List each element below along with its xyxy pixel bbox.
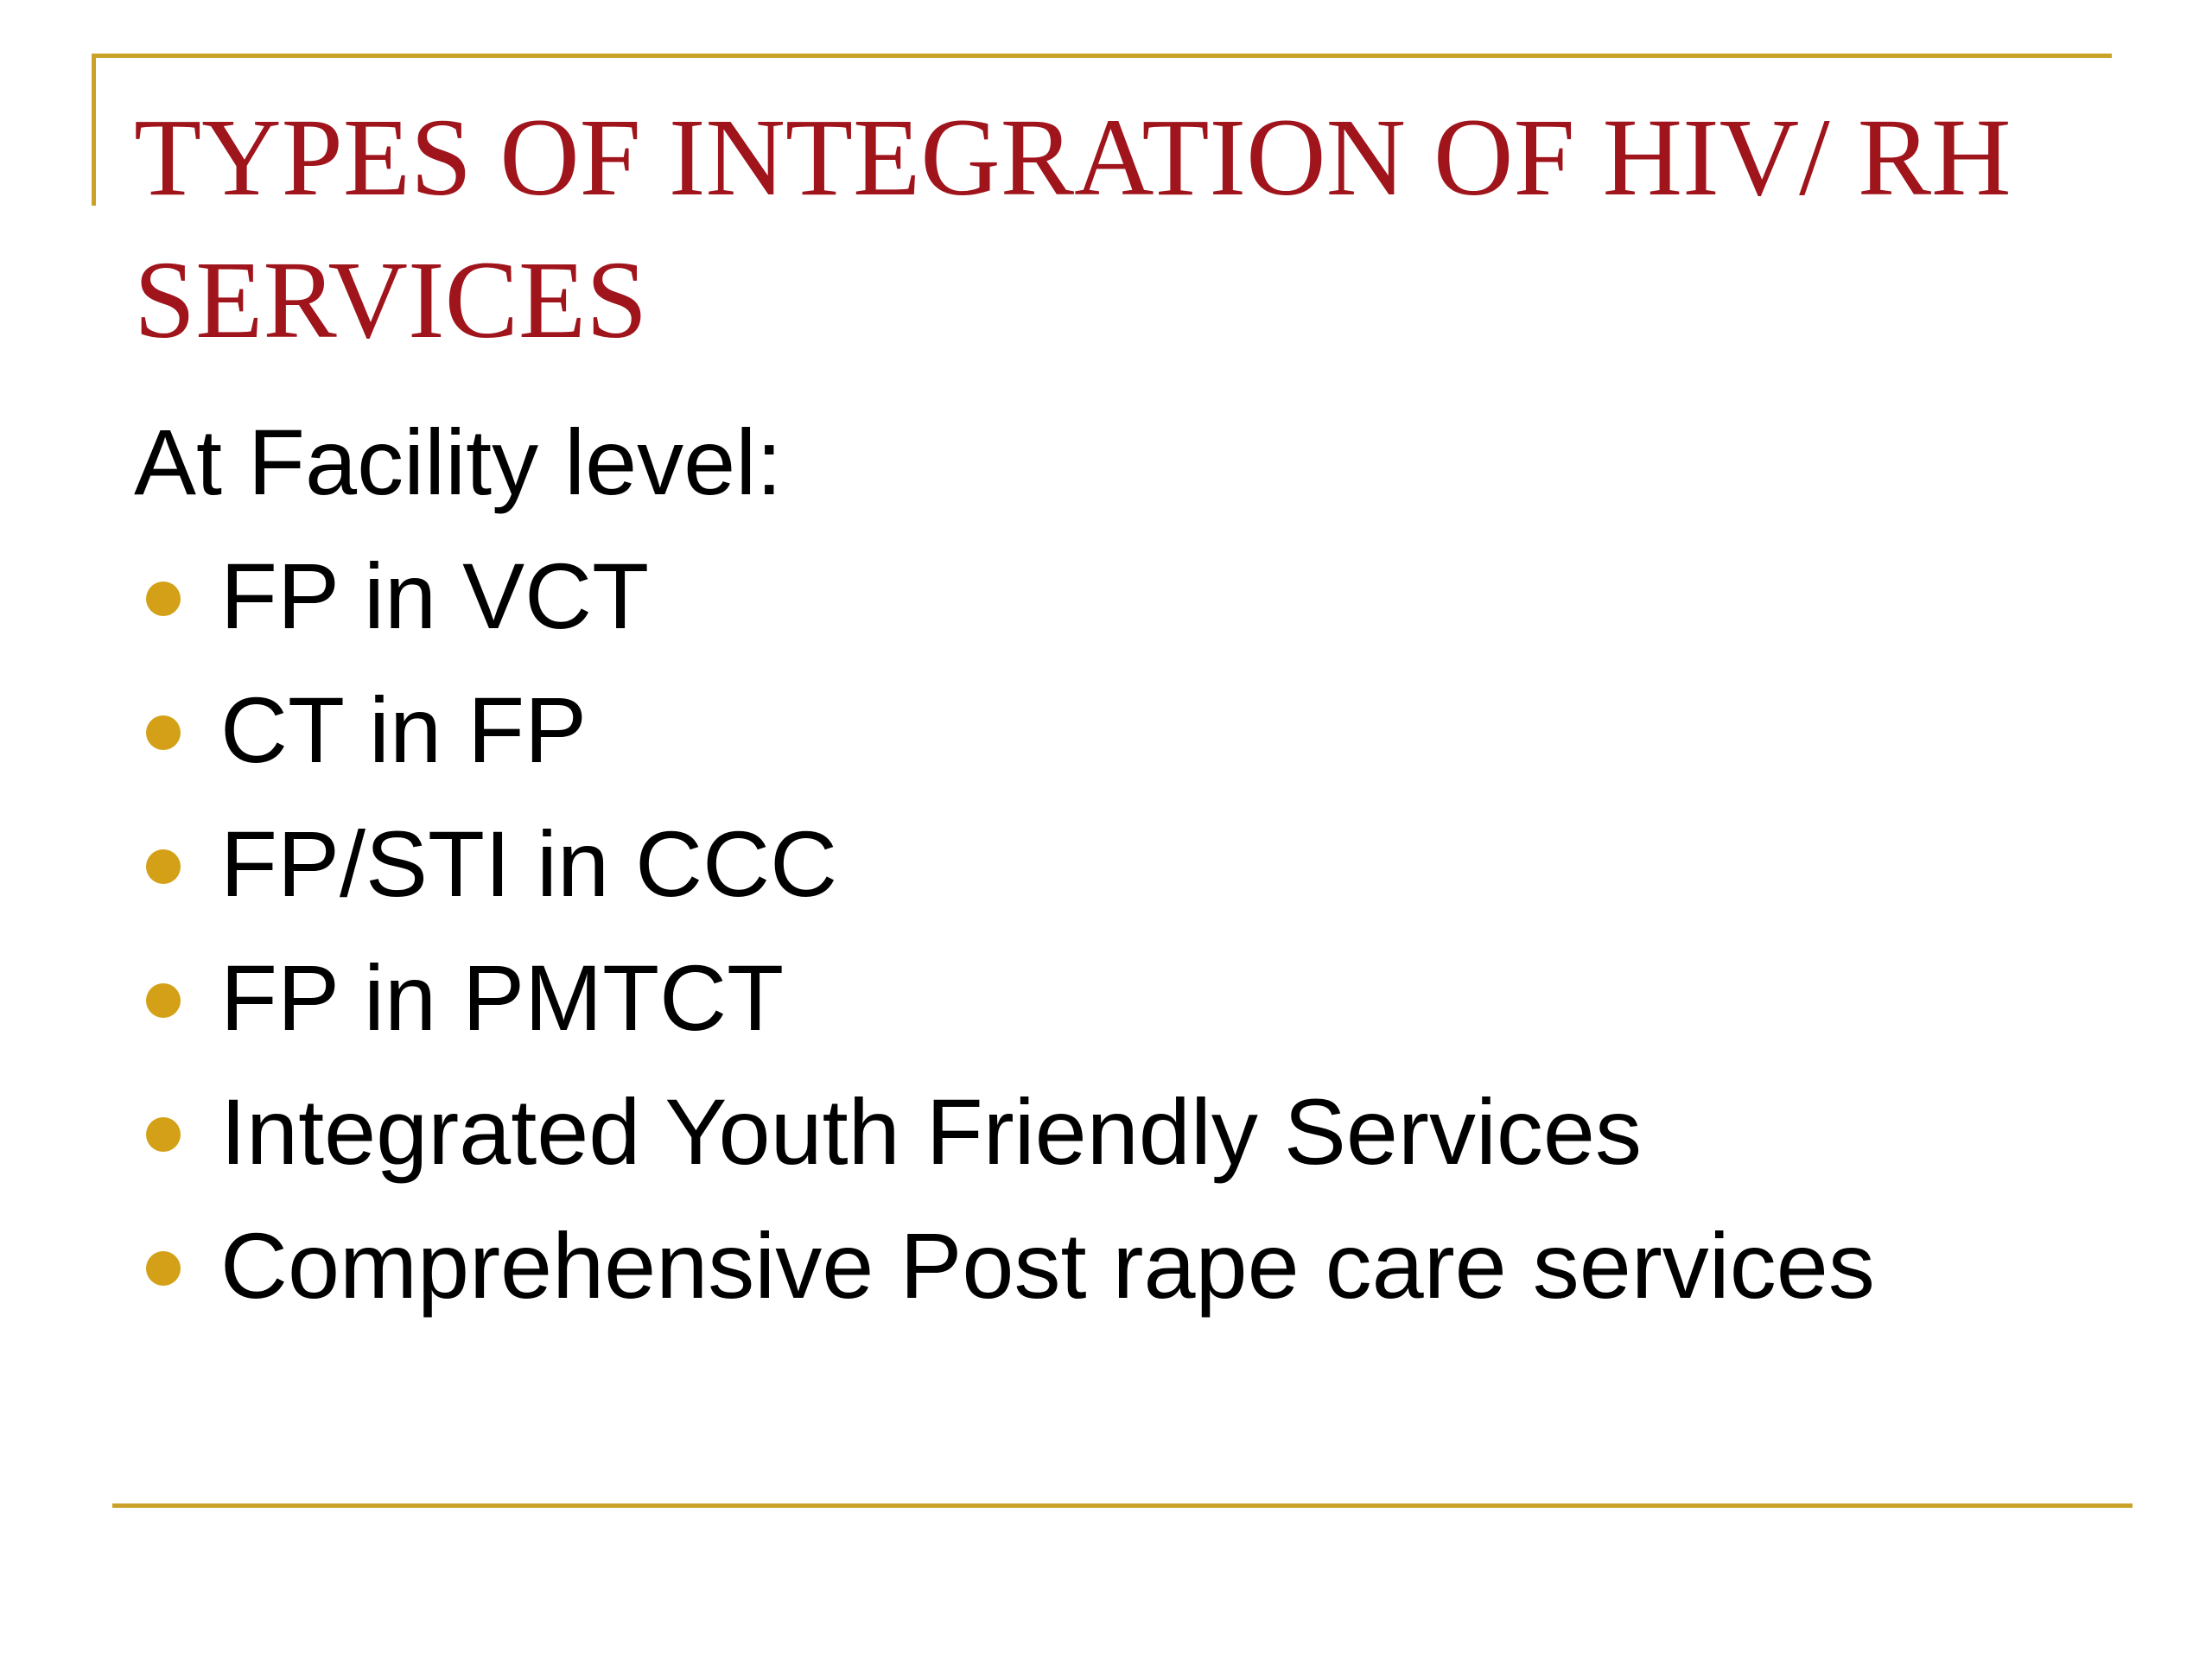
list-item-text: CT in FP (220, 677, 588, 782)
list-item-text: FP/STI in CCC (220, 811, 838, 916)
list-item (134, 1210, 2121, 1322)
top-divider (92, 54, 2112, 58)
slide-title: TYPES OF INTEGRATION OF HIV/ RH SERVICES (134, 96, 2012, 361)
intro-text: At Facility level: (134, 410, 783, 514)
bullet-dot-icon (146, 849, 181, 884)
bullet-dot-icon (146, 582, 181, 616)
list-item-text: FP in VCT (220, 543, 650, 648)
left-accent-rule (92, 54, 96, 206)
list-item (134, 808, 2121, 920)
slide-body (134, 406, 2121, 1344)
bottom-divider (112, 1503, 2133, 1508)
list-item (134, 674, 2121, 786)
bullet-dot-icon (146, 983, 181, 1018)
bullet-dot-icon (146, 715, 181, 750)
bullet-dot-icon (146, 1117, 181, 1152)
list-item (134, 1076, 2121, 1188)
list-item-text: FP in PMTCT (220, 945, 785, 1050)
list-item (134, 942, 2121, 1054)
bullet-dot-icon (146, 1251, 181, 1286)
bullet-list (134, 540, 2121, 1322)
list-item (134, 540, 2121, 652)
list-item-text: Integrated Youth Friendly Services (220, 1079, 1642, 1184)
list-item-text: Comprehensive Post rape care services (220, 1213, 1875, 1318)
